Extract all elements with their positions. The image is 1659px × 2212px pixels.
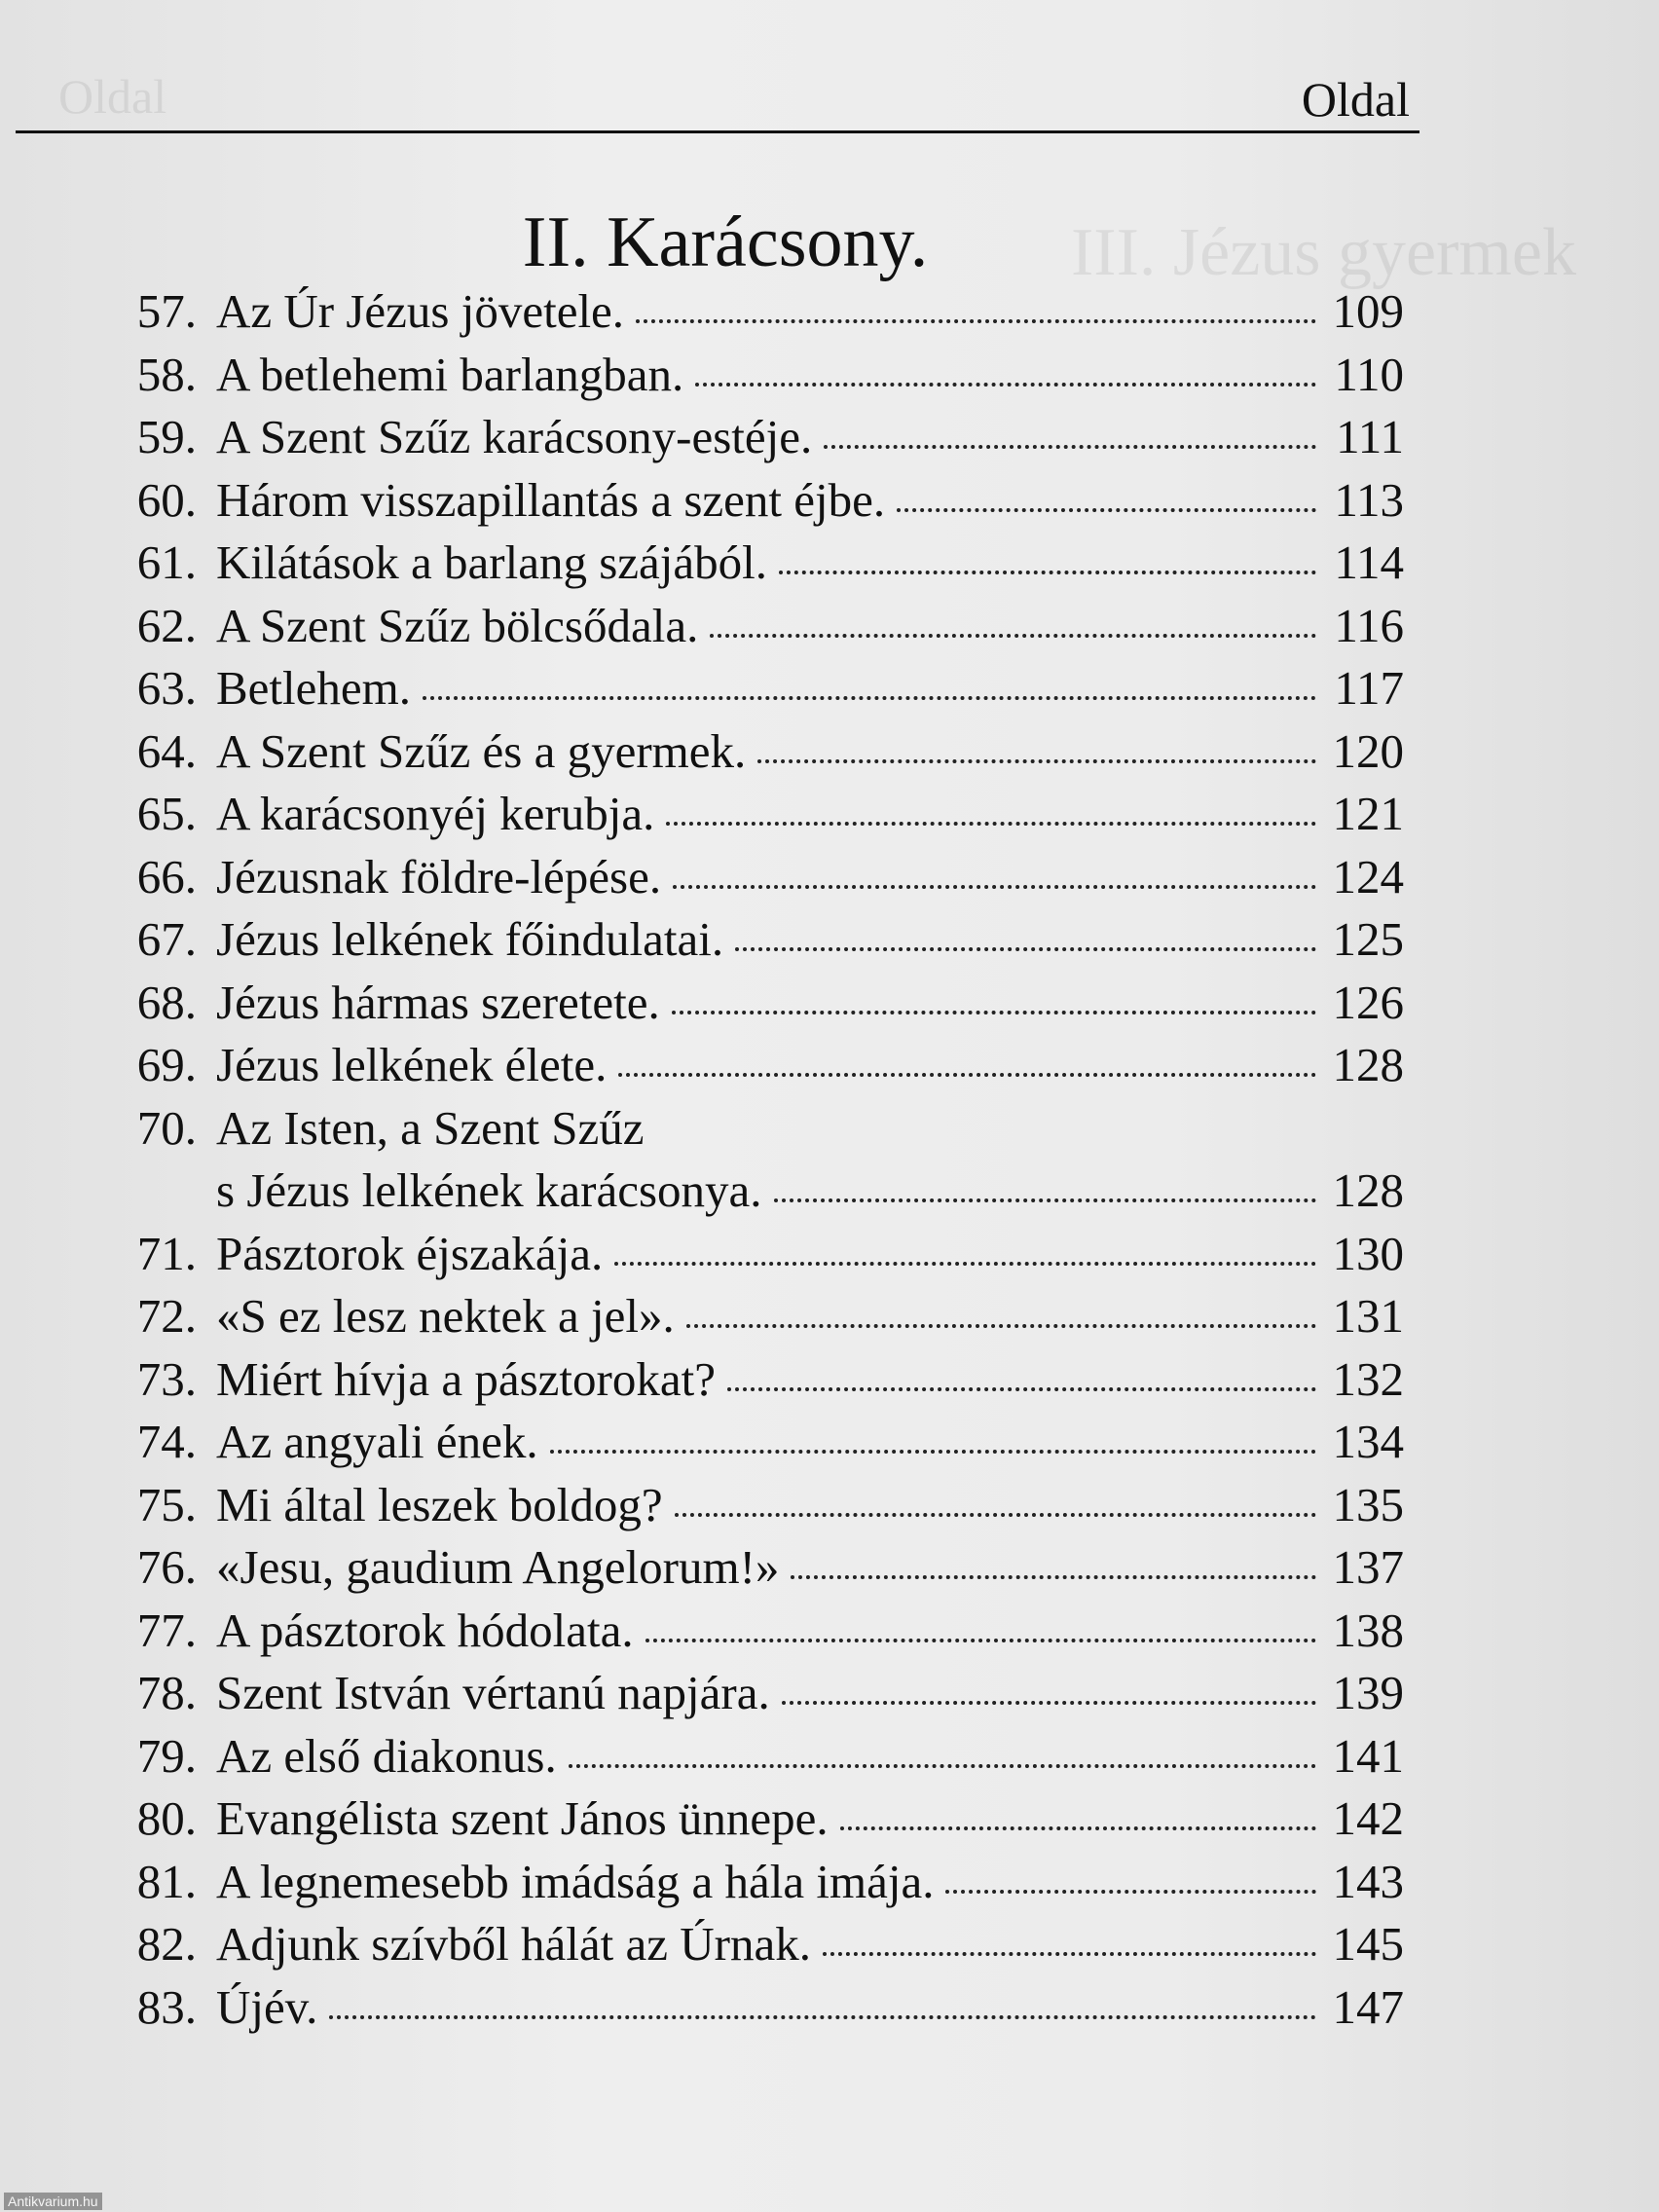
- toc-page-number: 114: [1334, 535, 1404, 589]
- toc-page-number: 117: [1334, 661, 1404, 715]
- toc-page-number: 141: [1332, 1728, 1404, 1783]
- toc-line: [84, 1600, 1404, 1663]
- toc-entry-number: 70.: [136, 1100, 197, 1155]
- toc-entry: [84, 1788, 1404, 1851]
- toc-entry: [84, 1034, 1404, 1097]
- toc-page-number: 125: [1332, 912, 1404, 966]
- toc-entry: [84, 1285, 1404, 1348]
- toc-line: [84, 1725, 1404, 1788]
- toc-entry-title: Jézusnak földre-lépése.: [216, 849, 662, 903]
- toc-page-number: 132: [1332, 1351, 1404, 1406]
- toc-entry: [84, 1536, 1404, 1600]
- toc-entry: [84, 783, 1404, 846]
- toc-entry-number: 58.: [136, 347, 197, 401]
- toc-line: [84, 1662, 1404, 1725]
- toc-entry-number: 66.: [136, 849, 197, 903]
- toc-page-number: 138: [1332, 1603, 1404, 1657]
- toc-entry-title: A betlehemi barlangban.: [216, 347, 684, 401]
- toc-page-number: 113: [1334, 472, 1404, 527]
- dot-leader: [791, 1575, 1316, 1579]
- dot-leader: [672, 1011, 1316, 1014]
- toc-line: [84, 1536, 1404, 1600]
- toc-line: [84, 1788, 1404, 1851]
- dot-leader: [618, 1073, 1316, 1077]
- toc-entry: [84, 972, 1404, 1035]
- toc-page-number: 121: [1332, 787, 1404, 840]
- dot-leader: [710, 634, 1316, 638]
- toc-line: [84, 1348, 1404, 1412]
- toc-entry-number: 64.: [136, 723, 197, 778]
- toc-entry-number: 77.: [136, 1603, 197, 1657]
- toc-line: [84, 280, 1404, 344]
- toc-entry: [84, 1851, 1404, 1914]
- dot-leader: [686, 1324, 1316, 1328]
- dot-leader: [695, 383, 1316, 387]
- toc-entry-number: 57.: [136, 284, 197, 338]
- toc-line: [84, 344, 1404, 407]
- toc-entry-number: 72.: [136, 1289, 197, 1343]
- toc-entry: [84, 595, 1404, 658]
- toc-entry-number: 83.: [136, 1979, 197, 2034]
- toc-line: [84, 1411, 1404, 1474]
- page-column-header: Oldal: [1301, 72, 1410, 127]
- dot-leader: [824, 445, 1316, 449]
- toc-entry: [84, 406, 1404, 469]
- toc-entry-number: 69.: [136, 1038, 197, 1091]
- toc-entry-number: 78.: [136, 1666, 197, 1719]
- dot-leader: [823, 1952, 1316, 1956]
- toc-page-number: 128: [1332, 1163, 1404, 1217]
- toc-entry-number: 81.: [136, 1854, 197, 1908]
- toc-entry: [84, 1474, 1404, 1537]
- toc-line: [84, 1851, 1404, 1914]
- toc-entry: [84, 1976, 1404, 2040]
- toc-page-number: 139: [1332, 1666, 1404, 1719]
- toc-entry-title: Az első diakonus.: [216, 1728, 557, 1783]
- toc-entry-number: 73.: [136, 1351, 197, 1406]
- toc-entry-title: A legnemesebb imádság a hála imája.: [216, 1854, 935, 1908]
- toc-entry-number: 80.: [136, 1791, 197, 1845]
- toc-entry-title: A Szent Szűz karácsony-estéje.: [216, 410, 813, 463]
- toc-line: [84, 469, 1404, 533]
- dot-leader: [423, 696, 1316, 700]
- toc-entry: [84, 1223, 1404, 1286]
- toc-entry-number: 67.: [136, 912, 197, 966]
- toc-page-number: 134: [1332, 1415, 1404, 1468]
- dot-leader: [774, 1198, 1316, 1202]
- toc-entry-number: 59.: [136, 410, 197, 463]
- toc-line: [84, 1976, 1404, 2040]
- toc-line: [84, 532, 1404, 595]
- toc-entry: [84, 1097, 1404, 1223]
- toc-page-number: 128: [1332, 1038, 1404, 1091]
- toc-page-number: 111: [1336, 410, 1404, 463]
- toc-entry-number: 74.: [136, 1415, 197, 1468]
- toc-entry-number: 82.: [136, 1917, 197, 1971]
- toc-entry-number: 68.: [136, 975, 197, 1029]
- toc-entry-title: A Szent Szűz bölcsődala.: [216, 598, 699, 652]
- toc-entry: [84, 532, 1404, 595]
- header-rule: [16, 130, 1419, 133]
- toc-entry-title: A pásztorok hódolata.: [216, 1603, 634, 1657]
- dot-leader: [675, 1513, 1316, 1517]
- toc-entry-title: s Jézus lelkének karácsonya.: [216, 1163, 762, 1217]
- dot-leader: [779, 571, 1316, 574]
- toc-entry: [84, 1913, 1404, 1976]
- toc-line: [84, 657, 1404, 720]
- toc-page-number: 142: [1332, 1791, 1404, 1845]
- toc-entry-number: 65.: [136, 787, 197, 840]
- toc-entry-title: A Szent Szűz és a gyermek.: [216, 723, 747, 778]
- toc-line: [84, 1160, 1404, 1223]
- toc-entry: [84, 280, 1404, 344]
- toc-entry: [84, 908, 1404, 972]
- toc-entry-number: 75.: [136, 1477, 197, 1531]
- toc-line: [84, 1034, 1404, 1097]
- toc-entry-number: 61.: [136, 535, 197, 589]
- toc-entry-title: Miért hívja a pásztorokat?: [216, 1351, 716, 1406]
- toc-entry-title: Jézus lelkének főindulatai.: [216, 912, 724, 966]
- toc-page-number: 126: [1332, 975, 1404, 1029]
- dot-leader: [569, 1764, 1316, 1768]
- toc-page-number: 130: [1332, 1226, 1404, 1280]
- toc-entry-title: A karácsonyéj kerubja.: [216, 787, 655, 840]
- toc-page-number: 124: [1332, 849, 1404, 903]
- toc-entry-title: Adjunk szívből hálát az Úrnak.: [216, 1917, 811, 1971]
- dot-leader: [735, 947, 1316, 951]
- toc-entry-title: Mi által leszek boldog?: [216, 1477, 663, 1531]
- toc-line: [84, 783, 1404, 846]
- toc-line: [84, 595, 1404, 658]
- toc-page-number: 116: [1334, 598, 1404, 652]
- toc-line: [84, 1285, 1404, 1348]
- toc-entry-number: 62.: [136, 598, 197, 652]
- dot-leader: [782, 1701, 1316, 1705]
- toc-page-number: 143: [1332, 1854, 1404, 1908]
- watermark: Antikvarium.hu: [4, 2193, 102, 2210]
- toc-entry-title: Betlehem.: [216, 661, 412, 715]
- toc-entry-title: Pásztorok éjszakája.: [216, 1226, 604, 1280]
- toc-line: [84, 1097, 1404, 1161]
- toc-entry: [84, 1600, 1404, 1663]
- toc-entry-number: 79.: [136, 1728, 197, 1783]
- toc-entry-title: Jézus lelkének élete.: [216, 1038, 608, 1091]
- table-of-contents: [84, 280, 1404, 2039]
- toc-page-number: 120: [1332, 723, 1404, 778]
- toc-entry-title: Evangélista szent János ünnepe.: [216, 1791, 829, 1845]
- toc-entry-number: 76.: [136, 1540, 197, 1594]
- toc-page-number: 147: [1332, 1979, 1404, 2034]
- dot-leader: [614, 1262, 1316, 1266]
- bleed-through-oldal: Oldal: [58, 69, 167, 124]
- toc-entry: [84, 1348, 1404, 1412]
- dot-leader: [550, 1450, 1316, 1454]
- dot-leader: [727, 1387, 1316, 1391]
- toc-entry: [84, 1411, 1404, 1474]
- toc-page-number: 137: [1332, 1540, 1404, 1594]
- dot-leader: [666, 822, 1316, 826]
- toc-line: [84, 846, 1404, 909]
- toc-page-number: 145: [1332, 1917, 1404, 1971]
- toc-entry: [84, 469, 1404, 533]
- toc-entry-title: Az Isten, a Szent Szűz: [216, 1100, 645, 1155]
- toc-line: [84, 1913, 1404, 1976]
- dot-leader: [673, 885, 1316, 889]
- toc-entry-title: Újév.: [216, 1979, 318, 2034]
- dot-leader: [757, 759, 1316, 763]
- toc-line: [84, 406, 1404, 469]
- toc-entry-title: Három visszapillantás a szent éjbe.: [216, 472, 886, 527]
- toc-entry: [84, 720, 1404, 784]
- section-title: II. Karácsony.: [522, 203, 929, 282]
- dot-leader: [329, 2015, 1316, 2019]
- toc-entry-title: Jézus hármas szeretete.: [216, 975, 660, 1029]
- toc-page-number: 109: [1332, 284, 1404, 338]
- toc-entry: [84, 1662, 1404, 1725]
- toc-entry-title: Kilátások a barlang szájából.: [216, 535, 768, 589]
- toc-line: [84, 972, 1404, 1035]
- toc-line: [84, 1474, 1404, 1537]
- toc-line: [84, 1223, 1404, 1286]
- toc-entry: [84, 657, 1404, 720]
- toc-entry-title: Az Úr Jézus jövetele.: [216, 284, 625, 338]
- toc-entry-title: Az angyali ének.: [216, 1415, 538, 1468]
- toc-entry-title: «S ez lesz nektek a jel».: [216, 1289, 675, 1343]
- toc-entry: [84, 846, 1404, 909]
- toc-entry-number: 63.: [136, 661, 197, 715]
- toc-page-number: 131: [1332, 1289, 1404, 1343]
- bleed-through-heading: III. Jézus gyermek: [1071, 215, 1576, 290]
- toc-page-number: 110: [1334, 347, 1404, 401]
- dot-leader: [840, 1826, 1316, 1830]
- toc-entry-number: 60.: [136, 472, 197, 527]
- toc-line: [84, 720, 1404, 784]
- dot-leader: [945, 1890, 1316, 1894]
- toc-entry-title: Szent István vértanú napjára.: [216, 1666, 770, 1719]
- toc-line: [84, 908, 1404, 972]
- toc-entry: [84, 344, 1404, 407]
- dot-leader: [645, 1639, 1316, 1642]
- toc-page-number: 135: [1332, 1477, 1404, 1531]
- dot-leader: [897, 508, 1316, 512]
- dot-leader: [636, 319, 1316, 323]
- toc-entry-number: 71.: [136, 1226, 197, 1280]
- toc-entry: [84, 1725, 1404, 1788]
- toc-entry-title: «Jesu, gaudium Angelorum!»: [216, 1540, 780, 1594]
